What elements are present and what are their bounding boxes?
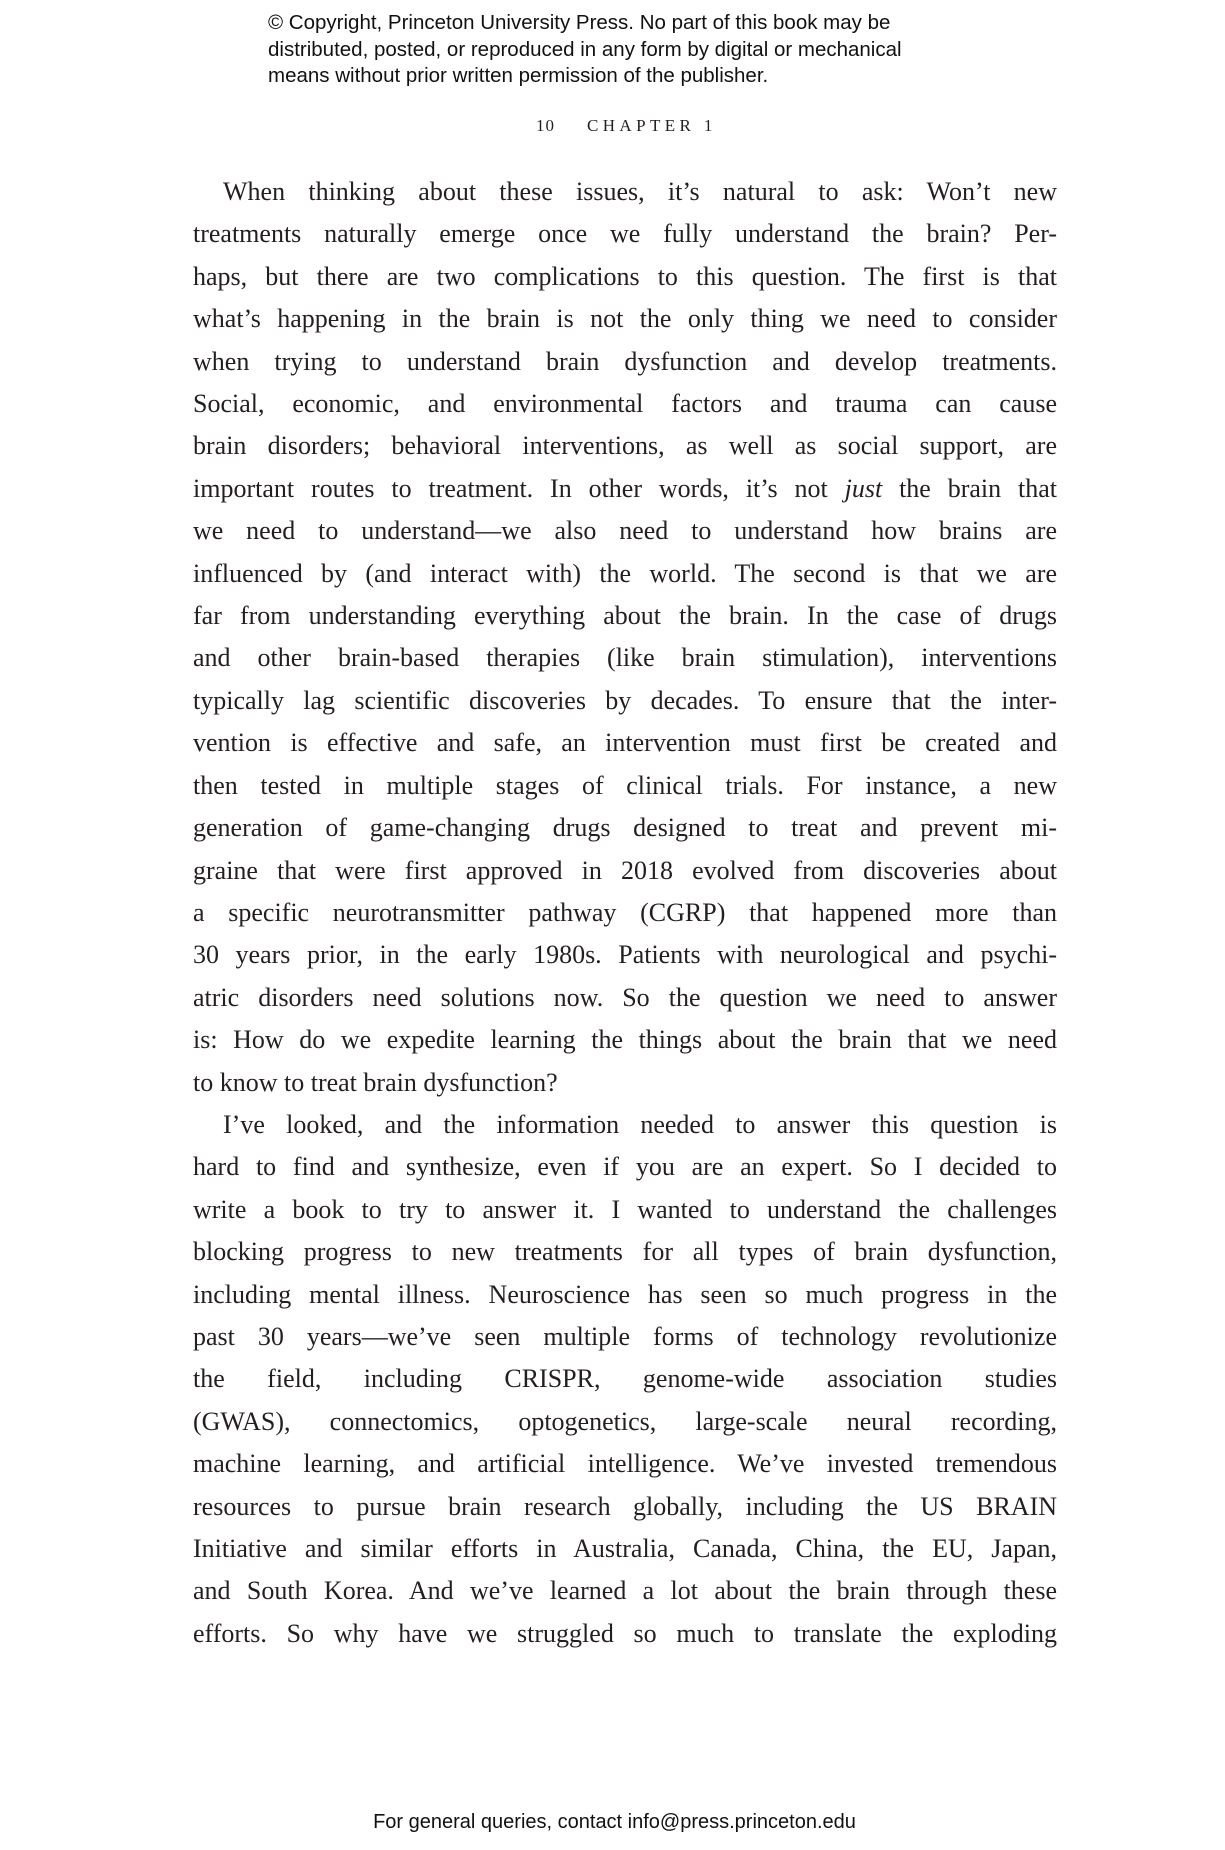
text-line: Social, economic, and environmental factors and trauma can cause — [193, 389, 1057, 419]
text-line: we need to understand—we also need to understand how brains are — [193, 516, 1057, 546]
text-line: write a book to try to answer it. I wanted to understand the challenges — [193, 1194, 1057, 1224]
copyright-line: © Copyright, Princeton University Press. No part of this book may be — [268, 11, 891, 34]
page-number: 10 — [536, 116, 555, 135]
text-line: then tested in multiple stages of clinical trials. For instance, a new — [193, 770, 1057, 800]
text-line: treatments naturally emerge once we fully understand the brain? Per- — [193, 219, 1057, 249]
text-line: generation of game-changing drugs designed to treat and prevent mi- — [193, 813, 1057, 843]
text-line: past 30 years—we’ve seen multiple forms of technology revolutionize — [193, 1321, 1057, 1351]
body-text — [193, 171, 1057, 1655]
text-line: influenced by (and interact with) the world. The second is that we are — [193, 558, 1057, 588]
text-line: and South Korea. And we’ve learned a lot about the brain through these — [193, 1576, 1057, 1606]
text-line: typically lag scientific discoveries by decades. To ensure that the inter- — [193, 685, 1057, 715]
text-line: is: How do we expedite learning the things about the brain that we need — [193, 1025, 1057, 1055]
text-line: efforts. So why have we struggled so much to translate the exploding — [193, 1618, 1057, 1648]
text-line: atric disorders need solutions now. So the question we need to answer — [193, 982, 1057, 1012]
text-segment: the brain that — [899, 473, 1058, 503]
copyright-line: distributed, posted, or reproduced in any form by digital or mechanical — [268, 37, 902, 61]
copyright-notice — [268, 10, 988, 90]
text-line: hard to find and synthesize, even if you are an expert. So I decided to — [193, 1152, 1057, 1182]
running-head — [536, 116, 717, 136]
italic-emphasis: just — [844, 473, 883, 503]
text-line — [193, 468, 1057, 510]
text-line: graine that were first approved in 2018 evolved from discoveries about — [193, 855, 1057, 885]
text-line: blocking progress to new treatments for all types of brain dysfunction, — [193, 1237, 1057, 1267]
text-line: machine learning, and artificial intelligence. We’ve invested tremendous — [193, 1449, 1057, 1479]
text-line: 30 years prior, in the early 1980s. Patients with neurological and psychi- — [193, 940, 1057, 970]
text-line: including mental illness. Neuroscience has seen so much progress in the — [193, 1279, 1057, 1309]
text-segment: important routes to treatment. In other words, it’s not — [193, 473, 828, 503]
text-line: brain disorders; behavioral interventions, as well as social support, are — [193, 431, 1057, 461]
text-line: the field, including CRISPR, genome-wide association studies — [193, 1364, 1057, 1394]
text-line: to know to treat brain dysfunction? — [193, 1067, 558, 1097]
text-line: and other brain-based therapies (like brain stimulation), interventions — [193, 643, 1057, 673]
paragraph-2 — [193, 1104, 1057, 1655]
text-line: haps, but there are two complications to this question. The first is that — [193, 261, 1057, 291]
text-line: Initiative and similar efforts in Australia, Canada, China, the EU, Japan, — [193, 1534, 1057, 1563]
text-line: a specific neurotransmitter pathway (CGRP) that happened more than — [193, 897, 1057, 927]
text-line: far from understanding everything about the brain. In the case of drugs — [193, 601, 1057, 631]
copyright-line: means without prior written permission of the publisher. — [268, 64, 769, 87]
text-line: vention is effective and safe, an intervention must first be created and — [193, 728, 1057, 758]
text-line: resources to pursue brain research globally, including the US BRAIN — [193, 1491, 1057, 1521]
paragraph-1 — [193, 171, 1057, 1104]
footer-contact: For general queries, contact info@press.princeton.edu — [373, 1811, 856, 1833]
text-line: (GWAS), connectomics, optogenetics, large-scale neural recording, — [193, 1406, 1057, 1436]
text-line: when trying to understand brain dysfunction and develop treatments. — [193, 346, 1057, 376]
text-line: I’ve looked, and the information needed to answer this question is — [223, 1109, 1057, 1139]
text-line: When thinking about these issues, it’s natural to ask: Won’t new — [223, 177, 1057, 206]
text-line: what’s happening in the brain is not the only thing we need to consider — [193, 304, 1057, 334]
chapter-title: CHAPTER 1 — [587, 116, 717, 135]
